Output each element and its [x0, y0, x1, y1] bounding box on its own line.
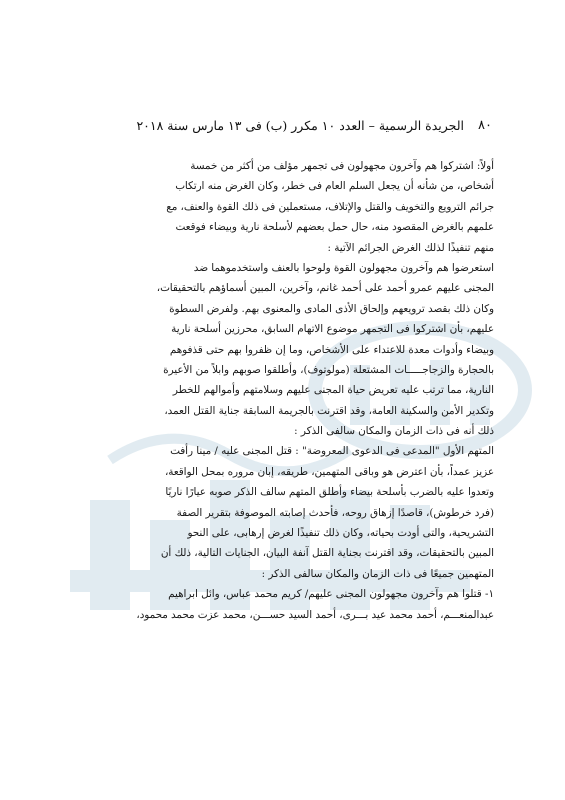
text-line: (فرد خرطوش)، قاصدًا إزهاق روحه، فأحدث إصابته الموصوفة بتقرير الصفة	[176, 506, 494, 519]
text-line: جرائم الترويع والتخويف والقتل والإتلاف، مستعملين فى ذلك القوة والعنف، مع	[166, 200, 494, 213]
text-line: وتكدير الأمن والسكينة العامة، وقد اقترنت بالجريمة السابقة جناية القتل العمد،	[164, 404, 494, 417]
text-line: عزيز عمداً، بأن اعترض هو وباقى المتهمين، طريقه، إبان مروره بمحل الواقعة،	[164, 465, 494, 478]
page-number: ٨٠	[478, 118, 492, 133]
text-line: منهم تنفيذًا لذلك الغرض الجرائم الآتية :	[327, 241, 494, 254]
text-line: النارية، مما ترتب عليه تعريض حياة المجنى عليهم وسلامتهم وأموالهم للخطر	[172, 384, 494, 397]
text-line: عبدالمنعـــم، أحمد محمد عيد بـــرى، أحمد السيد حســـن، محمد عزت محمد محمود،	[136, 608, 494, 621]
text-line: عليهم، بأن اشتركوا فى التجمهر موضوع الاتهام السابق، محرزين أسلحة نارية	[171, 323, 494, 336]
text-line: المبين بالتحقيقات، وقد اقترنت بجناية القتل آنفة البيان، الجنايات التالية، ذلك أن	[160, 547, 494, 560]
page-header	[60, 118, 492, 138]
text-line: ذلك أنه فى ذات الزمان والمكان سالفى الذكر :	[294, 425, 494, 438]
text-line: وتعدوا عليه بالضرب بأسلحة بيضاء وأطلق المتهم سالف الذكر صوبه عيارًا ناريًا	[165, 486, 494, 499]
header-title: الجريدة الرسمية – العدد ١٠ مكرر (ب) فى ١٣ مارس سنة ٢٠١٨	[136, 118, 464, 133]
text-line: علمهم بالغرض المقصود منه، حال حمل بعضهم لأسلحة نارية وبيضاء فوقعت	[175, 221, 494, 234]
text-line: استعرضوا هم وآخرون مجهولون القوة ولوحوا بالعنف واستخدموهما ضد	[193, 261, 494, 274]
document-body	[58, 156, 494, 625]
text-line: التشريحية، والتى أودت بحياته، وكان ذلك تنفيذًا لغرض إرهابى، على النحو	[187, 527, 494, 540]
text-line: أولاً: اشتركوا هم وآخرون مجهولون فى تجمهر مؤلف من أكثر من خمسة	[190, 160, 494, 172]
text-line: ١- قتلوا هم وآخرون مجهولون المجنى عليهم/ كريم محمد عباس، وائل ابراهيم	[168, 588, 494, 601]
text-line: المتهم الأول "المدعى فى الدعوى المعروضة" : قتل المجنى عليه / مينا رأفت	[170, 445, 494, 458]
text-line: بالحجارة والزجاجـــــات المشتعلة (مولوتوف)، وأطلقوا صوبهم وابلاً من الأعيرة	[163, 363, 494, 376]
text-line: وكان ذلك بقصد ترويعهم وإلحاق الأذى المادى والمعنوى بهم. ولفرض السطوة	[169, 302, 494, 315]
text-line: المتهمين جميعًا فى ذات الزمان والمكان سالفى الذكر :	[261, 567, 494, 580]
text-line: أشخاص، من شأنه أن يجعل السلم العام فى خطر، وكان الغرض منه ارتكاب	[175, 180, 494, 193]
text-line: وبيضاء وأدوات معدة للاعتداء على الأشخاص، وما إن ظفروا بهم حتى قذفوهم	[169, 343, 494, 356]
text-line: المجنى عليهم عمرو أحمد على أحمد غانم، وآخرين، المبين أسماؤهم بالتحقيقات،	[156, 282, 494, 295]
